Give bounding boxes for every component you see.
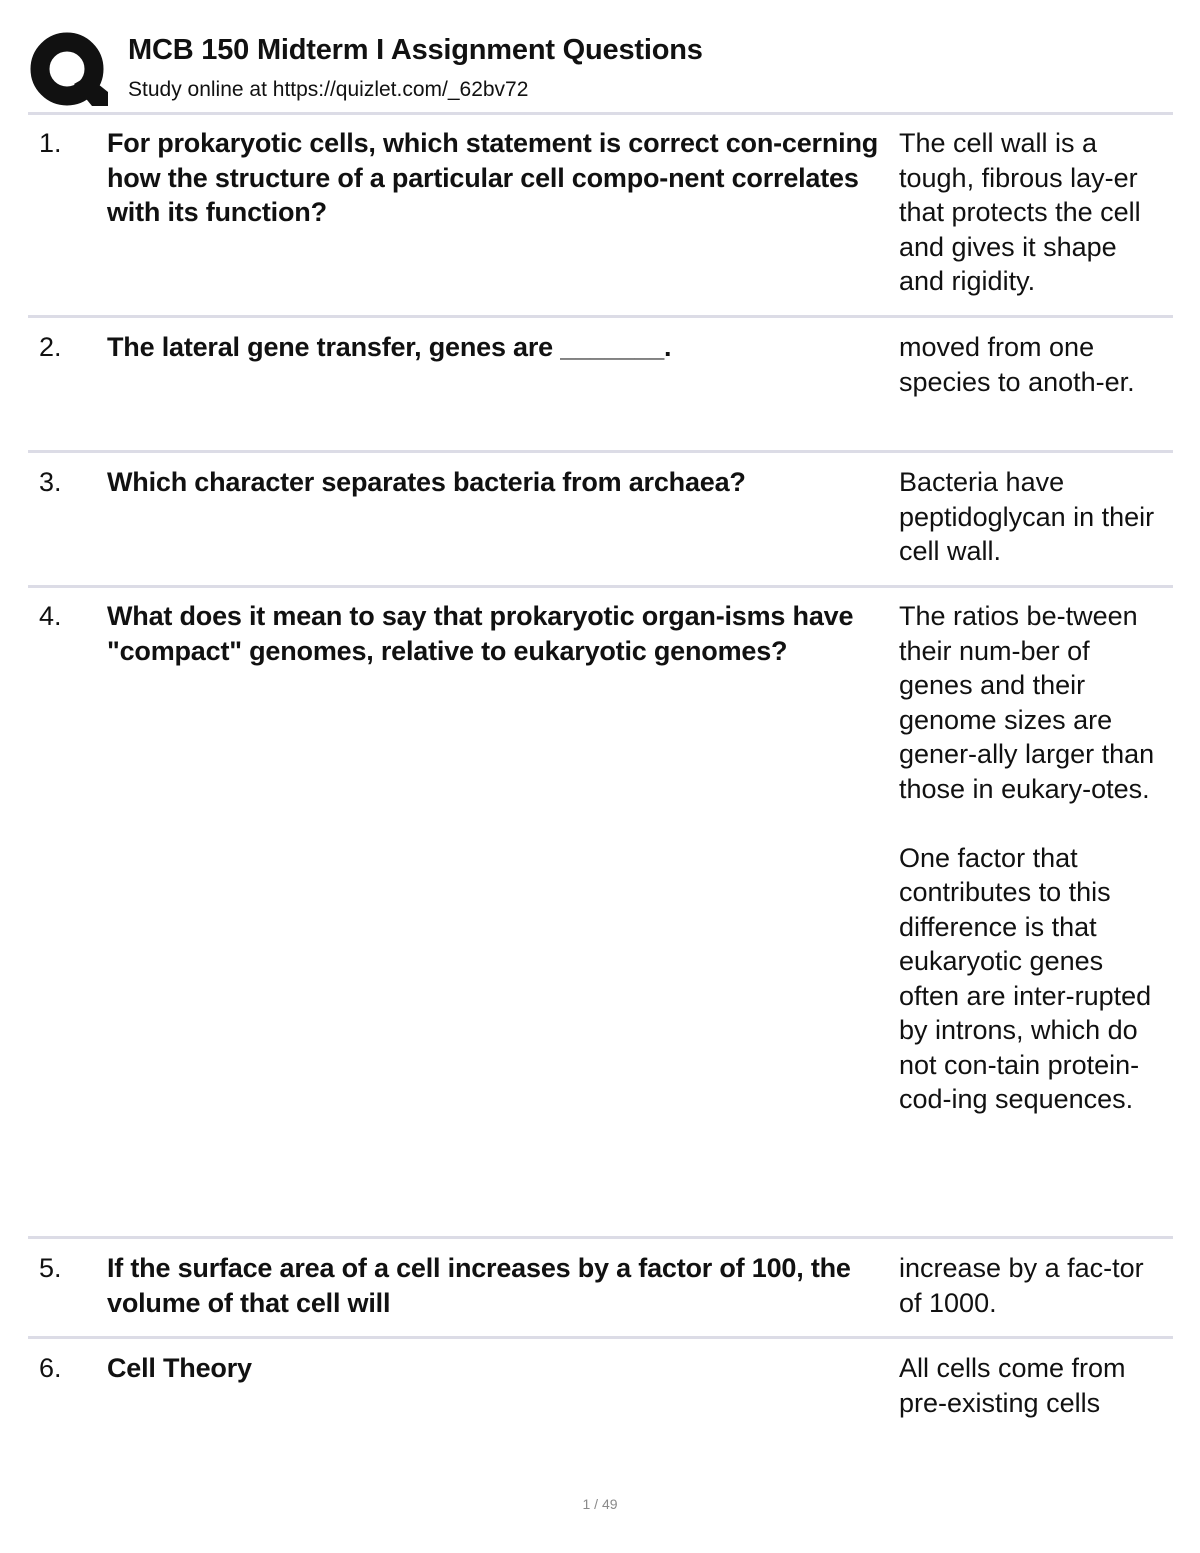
divider: [28, 585, 1173, 588]
divider: [28, 1336, 1173, 1339]
page-title: MCB 150 Midterm I Assignment Questions: [128, 34, 703, 66]
quizlet-logo-icon: [30, 32, 108, 110]
study-online-link[interactable]: Study online at https://quizlet.com/_62bv72: [128, 78, 529, 101]
card-term: If the surface area of a cell increases by a factor of 100, the volume of that cell will: [107, 1253, 851, 1318]
card-number: 2.: [39, 332, 62, 362]
card-term: What does it mean to say that prokaryotic organ-isms have "compact" genomes, relative to eukaryotic genomes?: [107, 601, 854, 666]
card-definition: [899, 1351, 1169, 1420]
definition-text: Bacteria have peptidoglycan in their cell wall.: [899, 467, 1155, 566]
definition-text: All cells come from pre-existing cells: [899, 1353, 1126, 1418]
card-number: 4.: [39, 601, 62, 631]
divider: [28, 1236, 1173, 1239]
card-definition: [899, 599, 1169, 1117]
card-number: 6.: [39, 1353, 62, 1383]
definition-text: The cell wall is a tough, fibrous lay-er that protects the cell and gives it shape and rigidity.: [899, 128, 1141, 296]
definition-text: increase by a fac-tor of 1000.: [899, 1253, 1144, 1318]
card-term: For prokaryotic cells, which statement is correct con-cerning how the structure of a particular cell compo-nent correlates with its function?: [107, 128, 879, 227]
card-definition: [899, 330, 1169, 399]
divider: [28, 450, 1173, 453]
card-term: The lateral gene transfer, genes are _______.: [107, 332, 672, 362]
card-number: 3.: [39, 467, 62, 497]
divider: [28, 112, 1173, 115]
definition-text: moved from one species to anoth-er.: [899, 332, 1135, 397]
card-definition: [899, 1251, 1169, 1320]
card-definition: [899, 465, 1169, 569]
divider: [28, 315, 1173, 318]
definition-text: One factor that contributes to this difference is that eukaryotic genes often are inter-rupted by introns, which do not con-tain protein-cod-ing sequences.: [899, 842, 1152, 1114]
page-header: [30, 28, 1172, 112]
card-term: Which character separates bacteria from archaea?: [107, 467, 746, 497]
definition-text: The ratios be-tween their num-ber of genes and their genome sizes are gener-ally larger than those in eukary-otes.: [899, 601, 1155, 804]
card-number: 1.: [39, 128, 62, 158]
card-term: Cell Theory: [107, 1353, 252, 1383]
card-definition: [899, 126, 1169, 299]
card-number: 5.: [39, 1253, 62, 1283]
page-number: 1 / 49: [582, 1496, 618, 1512]
